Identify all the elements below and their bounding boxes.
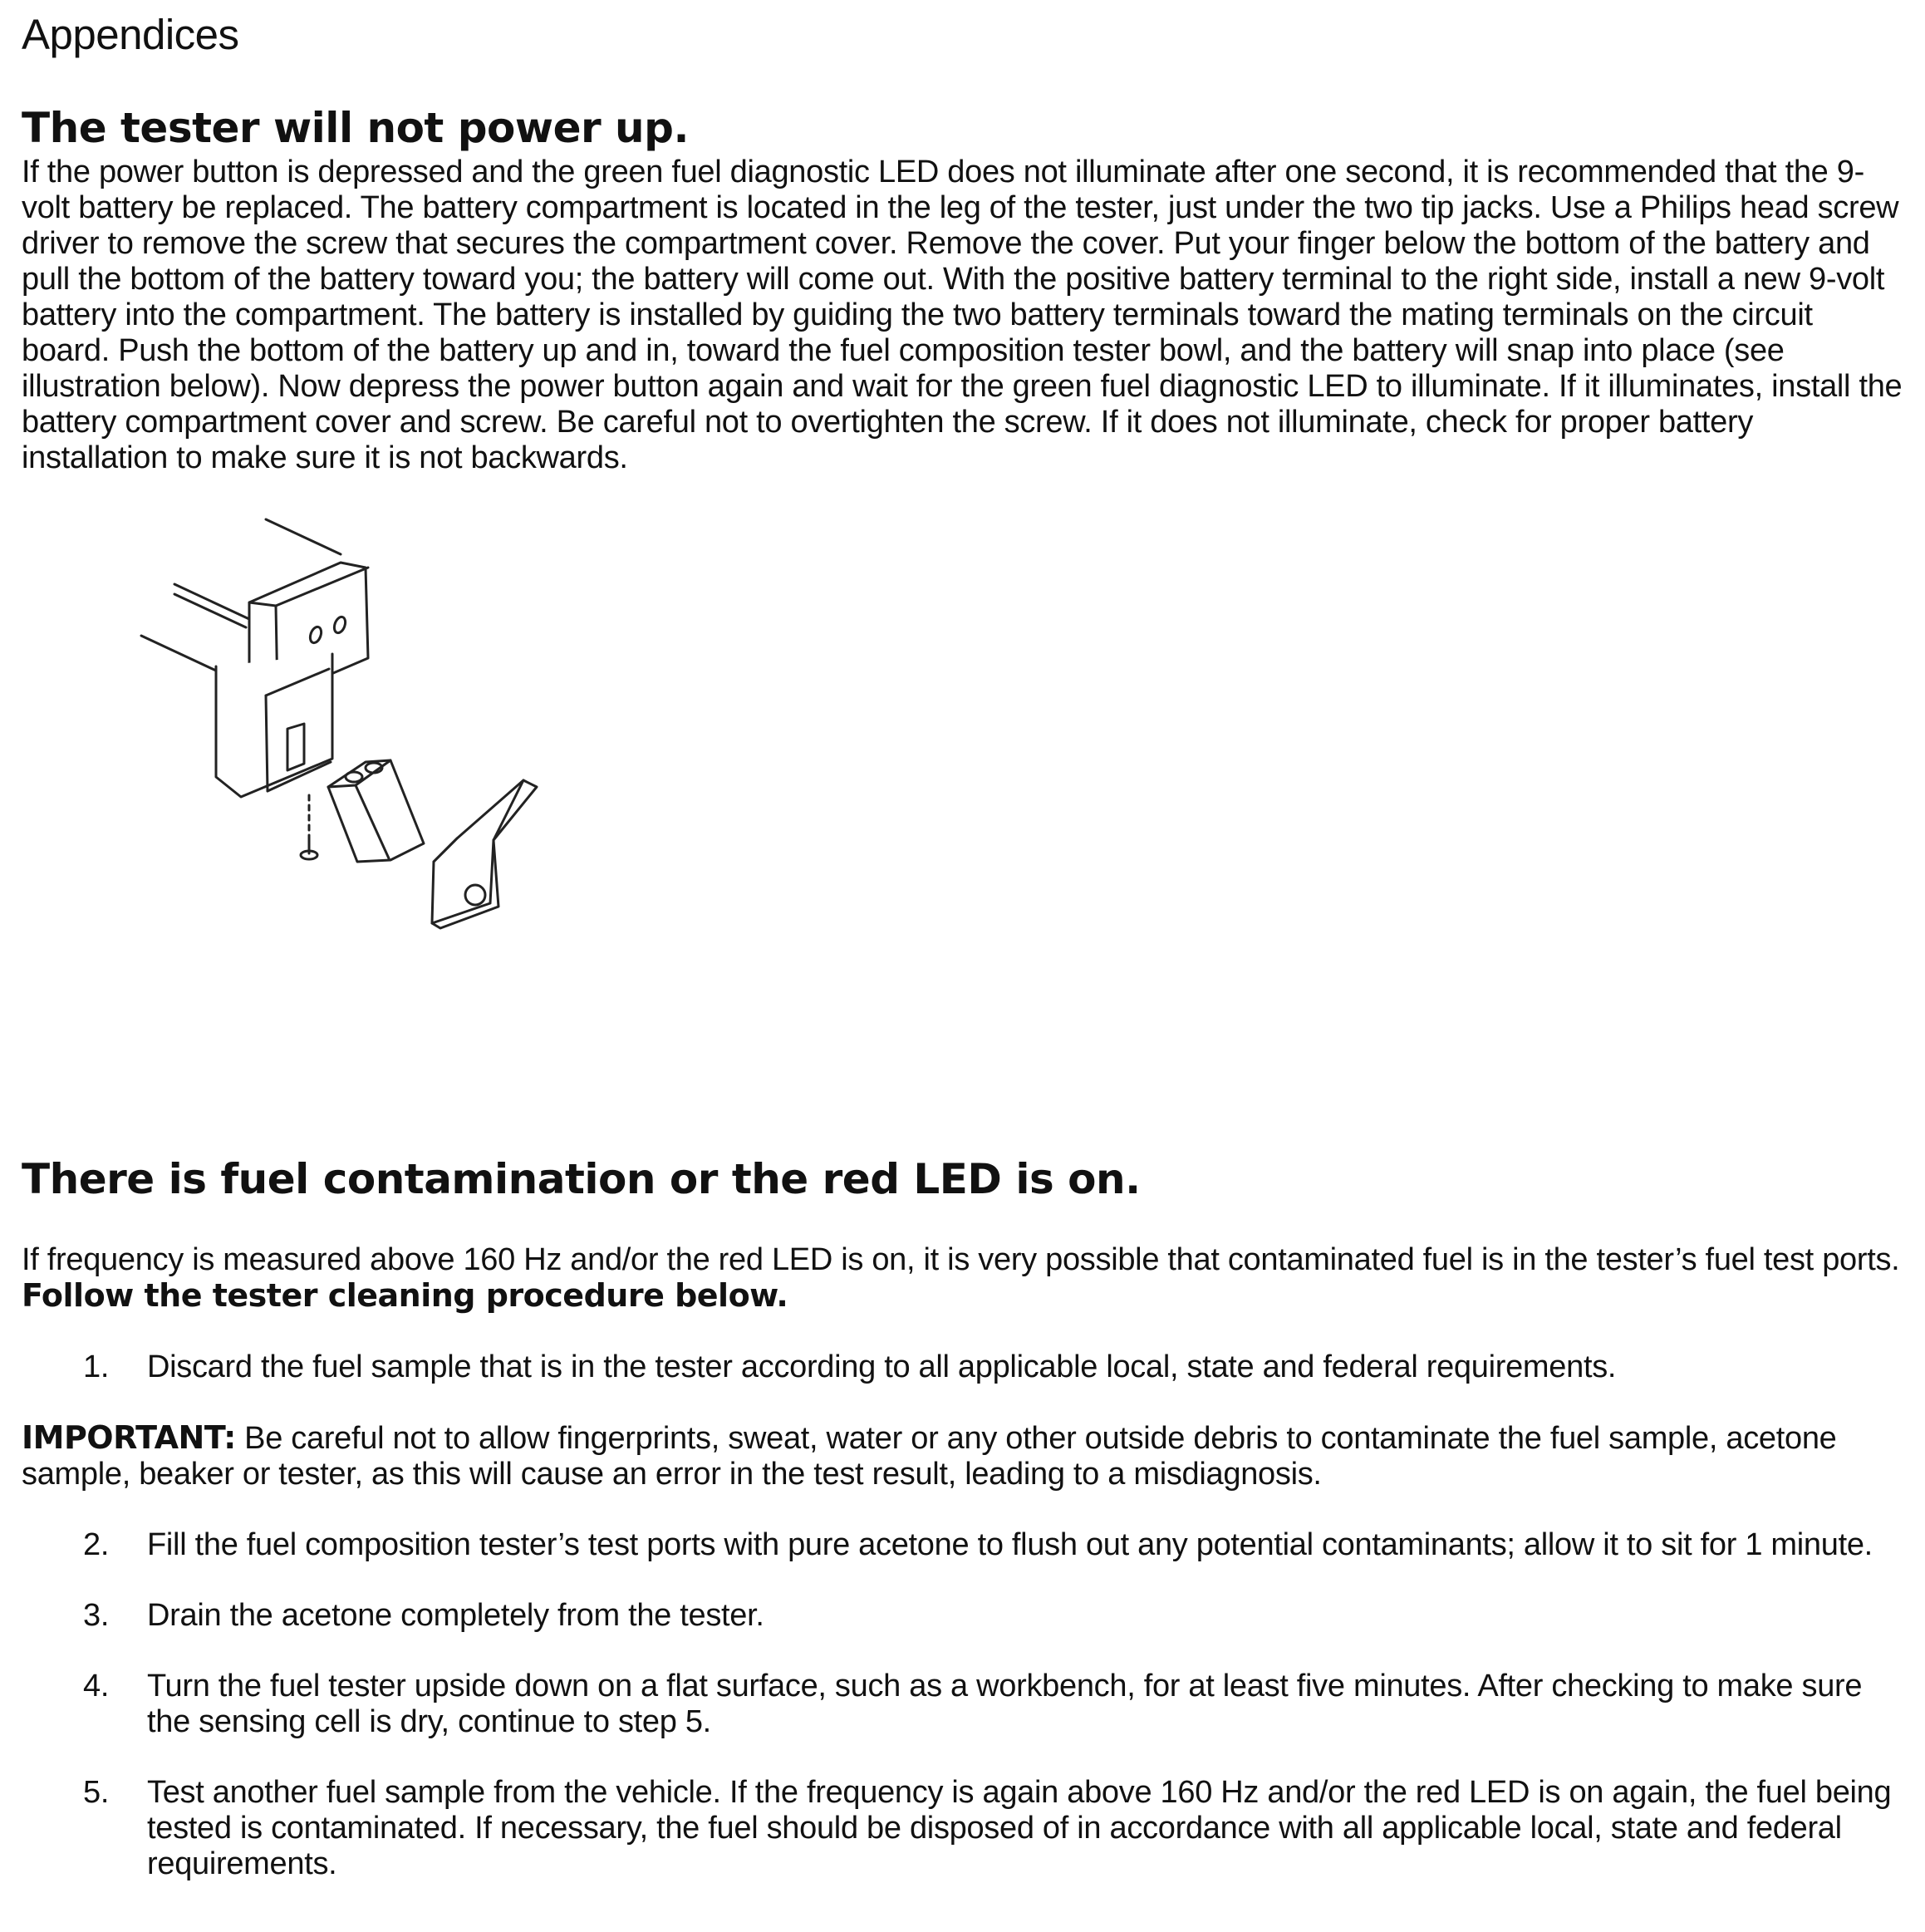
step-text: Test another fuel sample from the vehicle. If the frequency is again above 160 Hz and/or the red LED is on again, the fuel being tested is contaminated. If necessary, the fuel should be disposed of in accordance with all applicable local, state and federal requirements. xyxy=(147,1775,1892,1881)
tester-arm-line-2 xyxy=(174,594,246,627)
list-item xyxy=(22,1775,1908,1882)
tester-arm-line-3 xyxy=(141,636,216,671)
important-note xyxy=(22,1420,1908,1492)
contamination-intro-text: If frequency is measured above 160 Hz and/or the red LED is on, it is very possible that contaminated fuel is in the tester’s fuel test ports. xyxy=(22,1242,1900,1277)
step-number: 3. xyxy=(83,1598,110,1633)
step-number: 2. xyxy=(83,1527,110,1562)
compartment-edge-left xyxy=(266,696,268,791)
tester-arm-line-1 xyxy=(174,584,249,619)
contamination-intro xyxy=(22,1242,1908,1315)
list-item xyxy=(22,1669,1908,1740)
power-paragraph: If the power button is depressed and the green fuel diagnostic LED does not illuminate after one second, it is recommended that the 9-volt battery be replaced. The battery compartment is located in the leg of the tester, just under the two tip jacks. Use a Philips head screw driver to remove the screw that secures the compartment cover. Remove the cover. Put your finger below the bottom of the battery and pull the bottom of the battery toward you; the battery will come out. With the positive battery terminal to the right side, install a new 9-volt battery into the compartment. The battery is installed by guiding the two battery terminals toward the mating terminals on the circuit board. Push the bottom of the battery up and in, toward the fuel composition tester bowl, and the battery will snap into place (see illustration below). Now depress the power button again and wait for the green fuel diagnostic LED to illuminate. If it illuminates, install the battery compartment cover and screw. Be careful not to overtighten the screw. If it does not illuminate, check for proper battery installation to make sure it is not backwards. xyxy=(22,155,1903,475)
cleaning-steps-rest xyxy=(22,1527,1908,1882)
step-text: Turn the fuel tester upside down on a flat surface, such as a workbench, for at least five minutes. After checking to make sure the sensing cell is dry, continue to step 5. xyxy=(147,1669,1863,1739)
contamination-heading: There is fuel contamination or the red LED is on. xyxy=(22,1155,1141,1203)
section-title: Appendices xyxy=(22,11,239,58)
nine-volt-battery xyxy=(328,760,424,862)
step-text: Drain the acetone completely from the tester. xyxy=(147,1598,764,1633)
list-item xyxy=(22,1349,1908,1385)
battery-illustration-drawing xyxy=(91,513,756,1111)
tester-arm-line-top xyxy=(266,519,341,554)
step-number: 4. xyxy=(83,1669,110,1703)
important-text: Be careful not to allow fingerprints, sweat, water or any other outside debris to contaminate the fuel sample, acetone sample, beaker or tester, as this will cause an error in the test result, leading to a misdiagnosis. xyxy=(22,1421,1837,1492)
battery-replacement-illustration xyxy=(91,513,756,1111)
compartment-cover xyxy=(432,780,537,923)
cleaning-steps-first xyxy=(22,1349,1908,1385)
step-number: 5. xyxy=(83,1775,110,1810)
list-item xyxy=(22,1527,1908,1563)
document-page xyxy=(22,0,1908,1882)
contamination-intro-bold: Follow the tester cleaning procedure below. xyxy=(22,1277,788,1314)
important-label: IMPORTANT: xyxy=(22,1419,236,1456)
step-text: Discard the fuel sample that is in the tester according to all applicable local, state and federal requirements. xyxy=(147,1349,1617,1384)
power-heading: The tester will not power up. xyxy=(22,104,689,152)
list-item xyxy=(22,1598,1908,1634)
step-text: Fill the fuel composition tester’s test ports with pure acetone to flush out any potential contaminants; allow it to sit for 1 minute. xyxy=(147,1527,1873,1562)
step-number: 1. xyxy=(83,1349,110,1384)
